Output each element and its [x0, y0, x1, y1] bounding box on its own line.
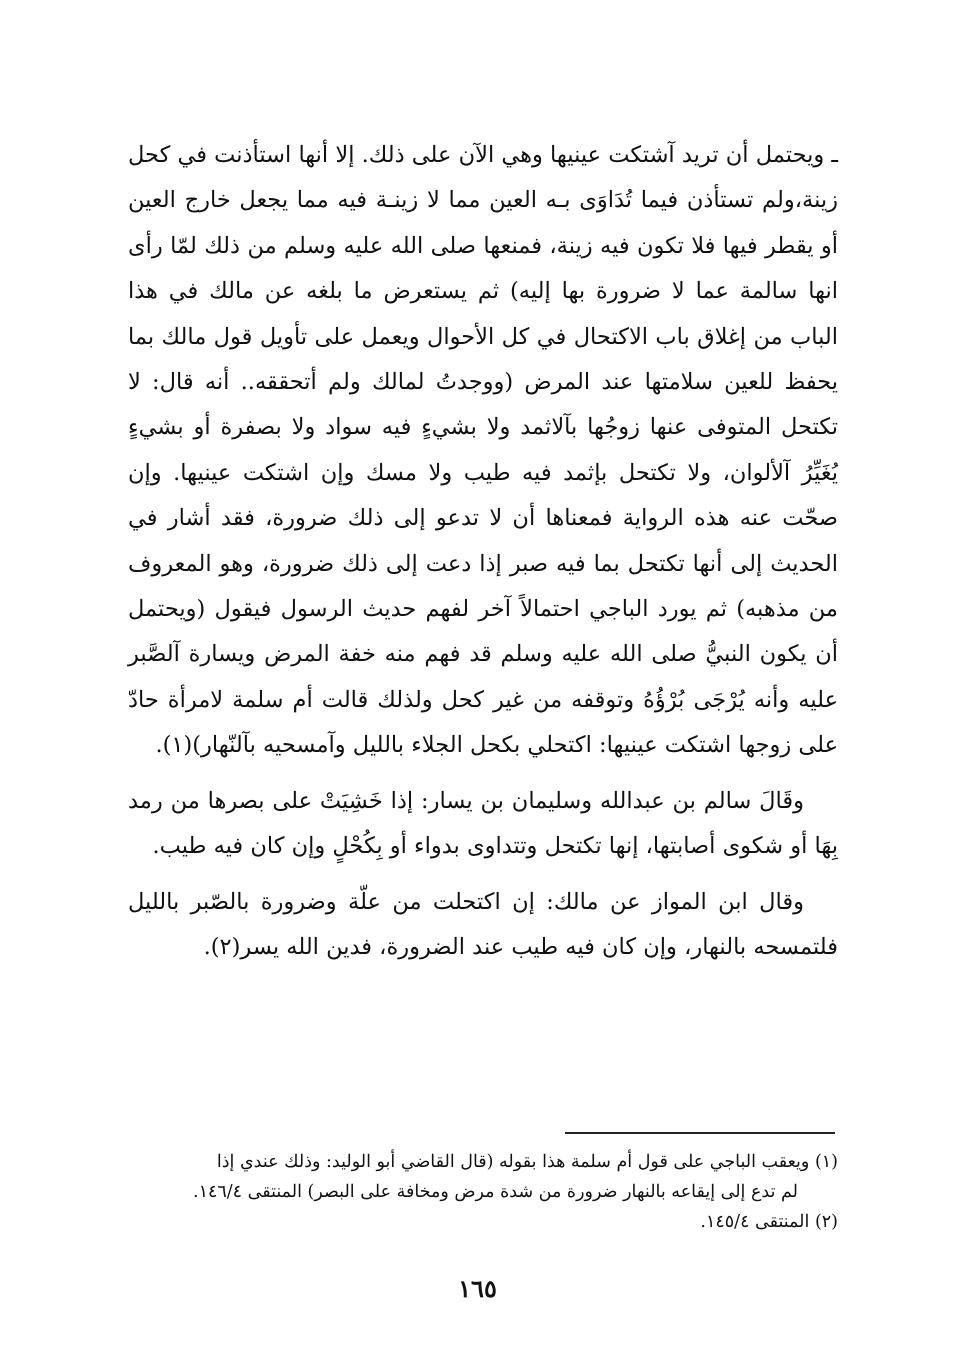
footnote-text: ويعقب الباجي على قول أم سلمة هذا بقوله (قال القاضي أبو الوليد: وذلك عندي إذا — [216, 1152, 810, 1172]
paragraph-3: وقال ابن المواز عن مالك: إن اكتحلت من علّة وضرورة بالصّبر بالليل فلتمسحه بالنهار، وإن كان فيه طيب عند الضرورة، فدين الله يسر(٢). — [128, 888, 838, 960]
footnote-separator — [565, 1132, 835, 1134]
footnote-2 — [128, 1207, 838, 1237]
page-number: ١٦٥ — [458, 1274, 497, 1303]
paragraph-2: وقَالَ سالم بن عبدالله وسليمان بن يسار: إذا خَشِيَتْ على بصرها من رمد بِهَا أو شكوى أصابتها، إنها تكتحل وتتداوى بدواء أو بِكُحْلٍ وإن كان فيه طيب. — [128, 787, 838, 860]
footnotes — [128, 1147, 838, 1237]
footnote-1 — [128, 1147, 838, 1177]
paragraph-1: ـ ويحتمل أن تريد آشتكت عينيها وهي الآن على ذلك. إلا أنها استأذنت في كحل زينة،ولم تستأذن فيما تُدَاوَى بـه العين مما لا زينـة فيه مما يجعل خارج العين أو يقطر فيها فلا تكون فيه زينة، فمنعها صلى الله عليه وسلم من ذلك لمّا رأى انها سالمة عما لا ضرورة بها إليه) ثم يستعرض ما بلغه عن مالك في هذا الباب من إغلاق باب الاكتحال في كل الأحوال ويعمل على تأويل قول مالك بما يحفظ للعين سلامتها عند المرض (ووجدتُ لمالك ولم أتحققه.. أنه قال: لا تكتحل المتوفى عنها زوجُها بآلاثمد ولا بشيءٍ فيه سواد ولا بصفرة أو بشيءٍ يُغَيِّرُ آلألوان، ولا تكتحل بإثمد فيه طيب ولا مسك وإن اشتكت عينيها. وإن صحّت عنه هذه الرواية فمعناها أن لا تدعو إلى ذلك ضرورة، فقد أشار في الحديث إلى أنها تكتحل بما فيه صبر إذا دعت إلى ذلك ضرورة، وهو المعروف من مذهبه) ثم يورد الباجي احتمالاً آخر لفهم حديث الرسول فيقول (ويحتمل أن يكون النبيُّ صلى الله عليه وسلم قد فهم منه خفة المرض ويسارة آلصَّبر عليه وأنه يُرْجَى بُرْؤُهُ وتوقفه من غير كحل ولذلك قالت أم سلمة لامرأة حادّ على زوجها اشتكت عينيها: اكتحلي بكحل الجلاء بالليل وآمسحيه بآلنّهار)(١). — [128, 142, 838, 759]
main-text — [128, 133, 838, 970]
footnote-1-continuation: لم تدع إلى إيقاعه بالنهار ضرورة من شدة مرض ومخافة على البصر) المنتقى ١٤٦/٤. — [192, 1182, 798, 1202]
footnote-text: المنتقى ١٤٥/٤. — [700, 1212, 810, 1232]
footnote-marker: (١) — [814, 1152, 838, 1172]
footnote-marker: (٢) — [814, 1212, 838, 1232]
